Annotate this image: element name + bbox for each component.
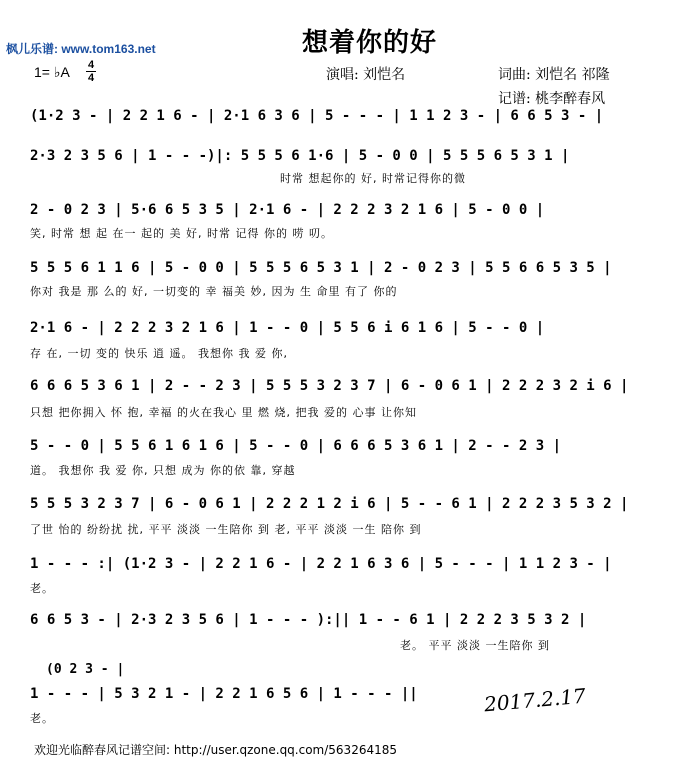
lyrics-row-9: 老。 (30, 582, 54, 595)
site-watermark[interactable]: 枫儿乐谱: www.tom163.net (6, 42, 156, 56)
score-row-5: 2·1 6 - | 2 2 2 3 2 1 6 | 1 - - 0 | 5 5 6 i 6 1 6 | 5 - - 0 | (30, 320, 545, 336)
transcriber-credit: 记谱: 桃李醉春风 (498, 91, 606, 107)
lyrics-row-4: 你对 我是 那 么的 好, 一切变的 幸 福美 妙, 因为 生 命里 有了 你的 (30, 285, 398, 298)
score-row-11: (0 2 3 - | (46, 662, 125, 677)
score-row-2: 2·3 2 3 5 6 | 1 - - -)|: 5 5 5 6 1·6 | 5 - 0 0 | 5 5 5 6 5 3 1 | (30, 148, 570, 164)
lyrics-row-5: 存 在, 一切 变的 快乐 逍 遥。 我想你 我 爱 你, (30, 347, 288, 360)
score-row-10: 6 6 5 3 - | 2·3 2 3 5 6 | 1 - - - ):|| 1 - - 6 1 | 2 2 2 3 5 3 2 | (30, 612, 587, 628)
key-signature: 1= ♭A (34, 64, 70, 80)
song-title: 想着你的好 (302, 28, 438, 58)
meter-top: 4 (87, 59, 95, 71)
handwritten-date: 2017.2.17 (483, 683, 587, 717)
time-signature (86, 60, 96, 83)
composer-credit: 词曲: 刘恺名 祁隆 (498, 67, 610, 83)
score-row-8: 5 5 5 3 2 3 7 | 6 - 0 6 1 | 2 2 2 1 2 i 6 | 5 - - 6 1 | 2 2 2 3 5 3 2 | (30, 496, 629, 512)
singer-credit: 演唱: 刘恺名 (326, 67, 406, 83)
lyrics-row-2: 时常 想起你的 好, 时常记得你的微 (280, 172, 466, 185)
lyrics-row-3: 笑, 时常 想 起 在一 起的 美 好, 时常 记得 你的 唠 叨。 (30, 227, 333, 240)
lyrics-row-7: 道。 我想你 我 爱 你, 只想 成为 你的依 靠, 穿越 (30, 464, 296, 477)
meter-bottom: 4 (87, 72, 95, 84)
score-row-9: 1 - - - :| (1·2 3 - | 2 2 1 6 - | 2 2 1 6 3 6 | 5 - - - | 1 1 2 3 - | (30, 556, 612, 572)
score-row-3: 2 - 0 2 3 | 5·6 6 5 3 5 | 2·1 6 - | 2 2 2 3 2 1 6 | 5 - 0 0 | (30, 202, 545, 218)
score-row-7: 5 - - 0 | 5 5 6 1 6 1 6 | 5 - - 0 | 6 6 6 5 3 6 1 | 2 - - 2 3 | (30, 438, 562, 454)
score-row-1: (1·2 3 - | 2 2 1 6 - | 2·1 6 3 6 | 5 - - - | 1 1 2 3 - | 6 6 5 3 - | (30, 108, 604, 124)
score-row-6: 6 6 6 5 3 6 1 | 2 - - 2 3 | 5 5 5 3 2 3 7 | 6 - 0 6 1 | 2 2 2 3 2 i 6 | (30, 378, 629, 394)
footer-link[interactable]: 欢迎光临醉春风记谱空间: http://user.qzone.qq.com/563264185 (34, 743, 398, 757)
score-row-4: 5 5 5 6 1 1 6 | 5 - 0 0 | 5 5 5 6 5 3 1 | 2 - 0 2 3 | 5 5 6 6 5 3 5 | (30, 260, 612, 276)
score-row-12: 1 - - - | 5 3 2 1 - | 2 2 1 6 5 6 | 1 - - - || (30, 686, 418, 702)
lyrics-row-12: 老。 (30, 712, 54, 725)
lyrics-row-10: 老。 平平 淡淡 一生陪你 到 (400, 639, 550, 652)
lyrics-row-8: 了世 怡的 纷纷扰 扰, 平平 淡淡 一生陪你 到 老, 平平 淡淡 一生 陪你 到 (30, 523, 422, 536)
lyrics-row-6: 只想 把你拥入 怀 抱, 幸福 的火在我心 里 燃 烧, 把我 爱的 心事 让你知 (30, 406, 417, 419)
